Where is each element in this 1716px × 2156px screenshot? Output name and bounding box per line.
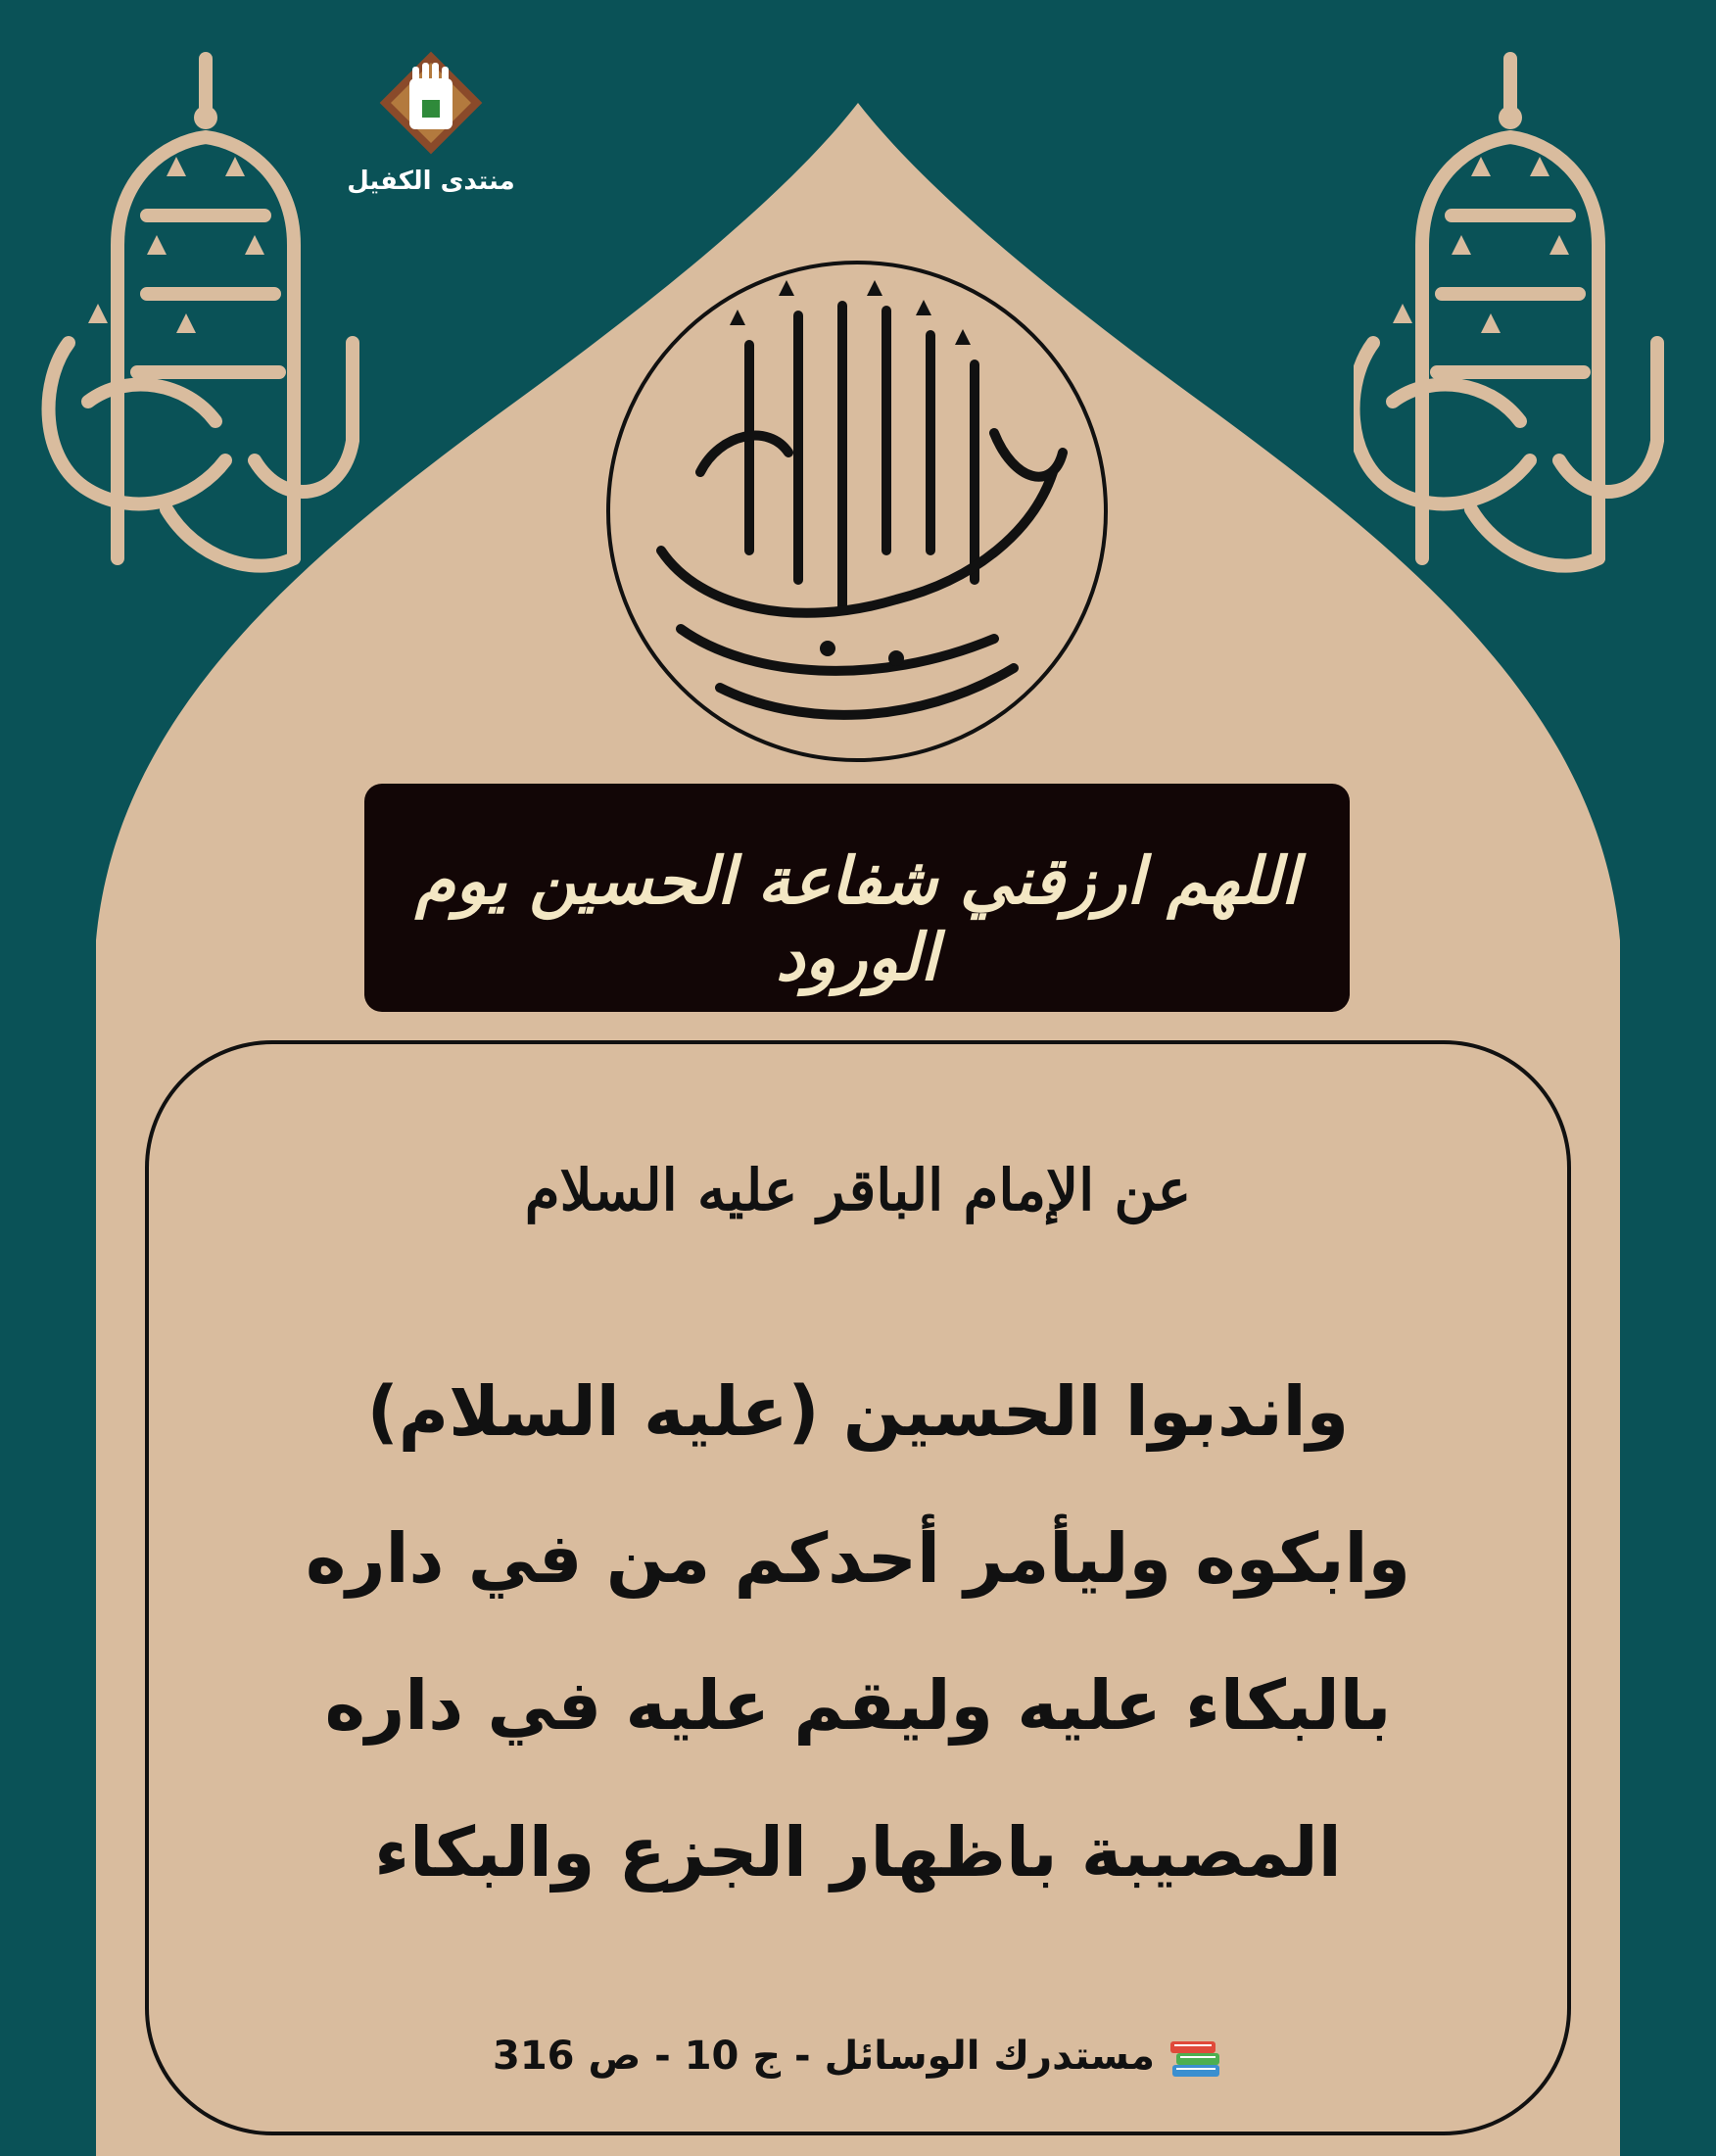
hadith-line: بالبكاء عليه وليقم عليه في داره bbox=[324, 1665, 1392, 1746]
source-text: مستدرك الوسائل - ج 10 - ص 316 bbox=[493, 2034, 1155, 2079]
books-icon bbox=[1168, 2036, 1223, 2081]
hadith-line: المصيبة باظهار الجزع والبكاء bbox=[374, 1812, 1342, 1892]
kafeel-logo bbox=[343, 49, 519, 196]
source-citation bbox=[149, 2034, 1567, 2081]
narrator-heading: عن الإمام الباقر عليه السلام bbox=[524, 1157, 1192, 1223]
circular-calligraphy-seal-icon bbox=[602, 257, 1112, 766]
kafeel-hand-logo-icon bbox=[377, 49, 485, 157]
hadith-line: واندبوا الحسين (عليه السلام) bbox=[366, 1371, 1350, 1452]
banner-text: اللهم ارزقني شفاعة الحسين يوم الورود bbox=[414, 842, 1300, 995]
hadith-line: وابكوه وليأمر أحدكم من في داره bbox=[305, 1518, 1411, 1599]
logo-text: منتدى الكفيل bbox=[347, 167, 515, 196]
prayer-banner bbox=[364, 784, 1350, 1012]
dome-calligraphy-right-icon bbox=[1354, 49, 1687, 617]
dome-calligraphy-left-icon bbox=[29, 49, 362, 617]
hadith-panel bbox=[145, 1040, 1571, 2135]
hadith-text bbox=[188, 1338, 1528, 1926]
